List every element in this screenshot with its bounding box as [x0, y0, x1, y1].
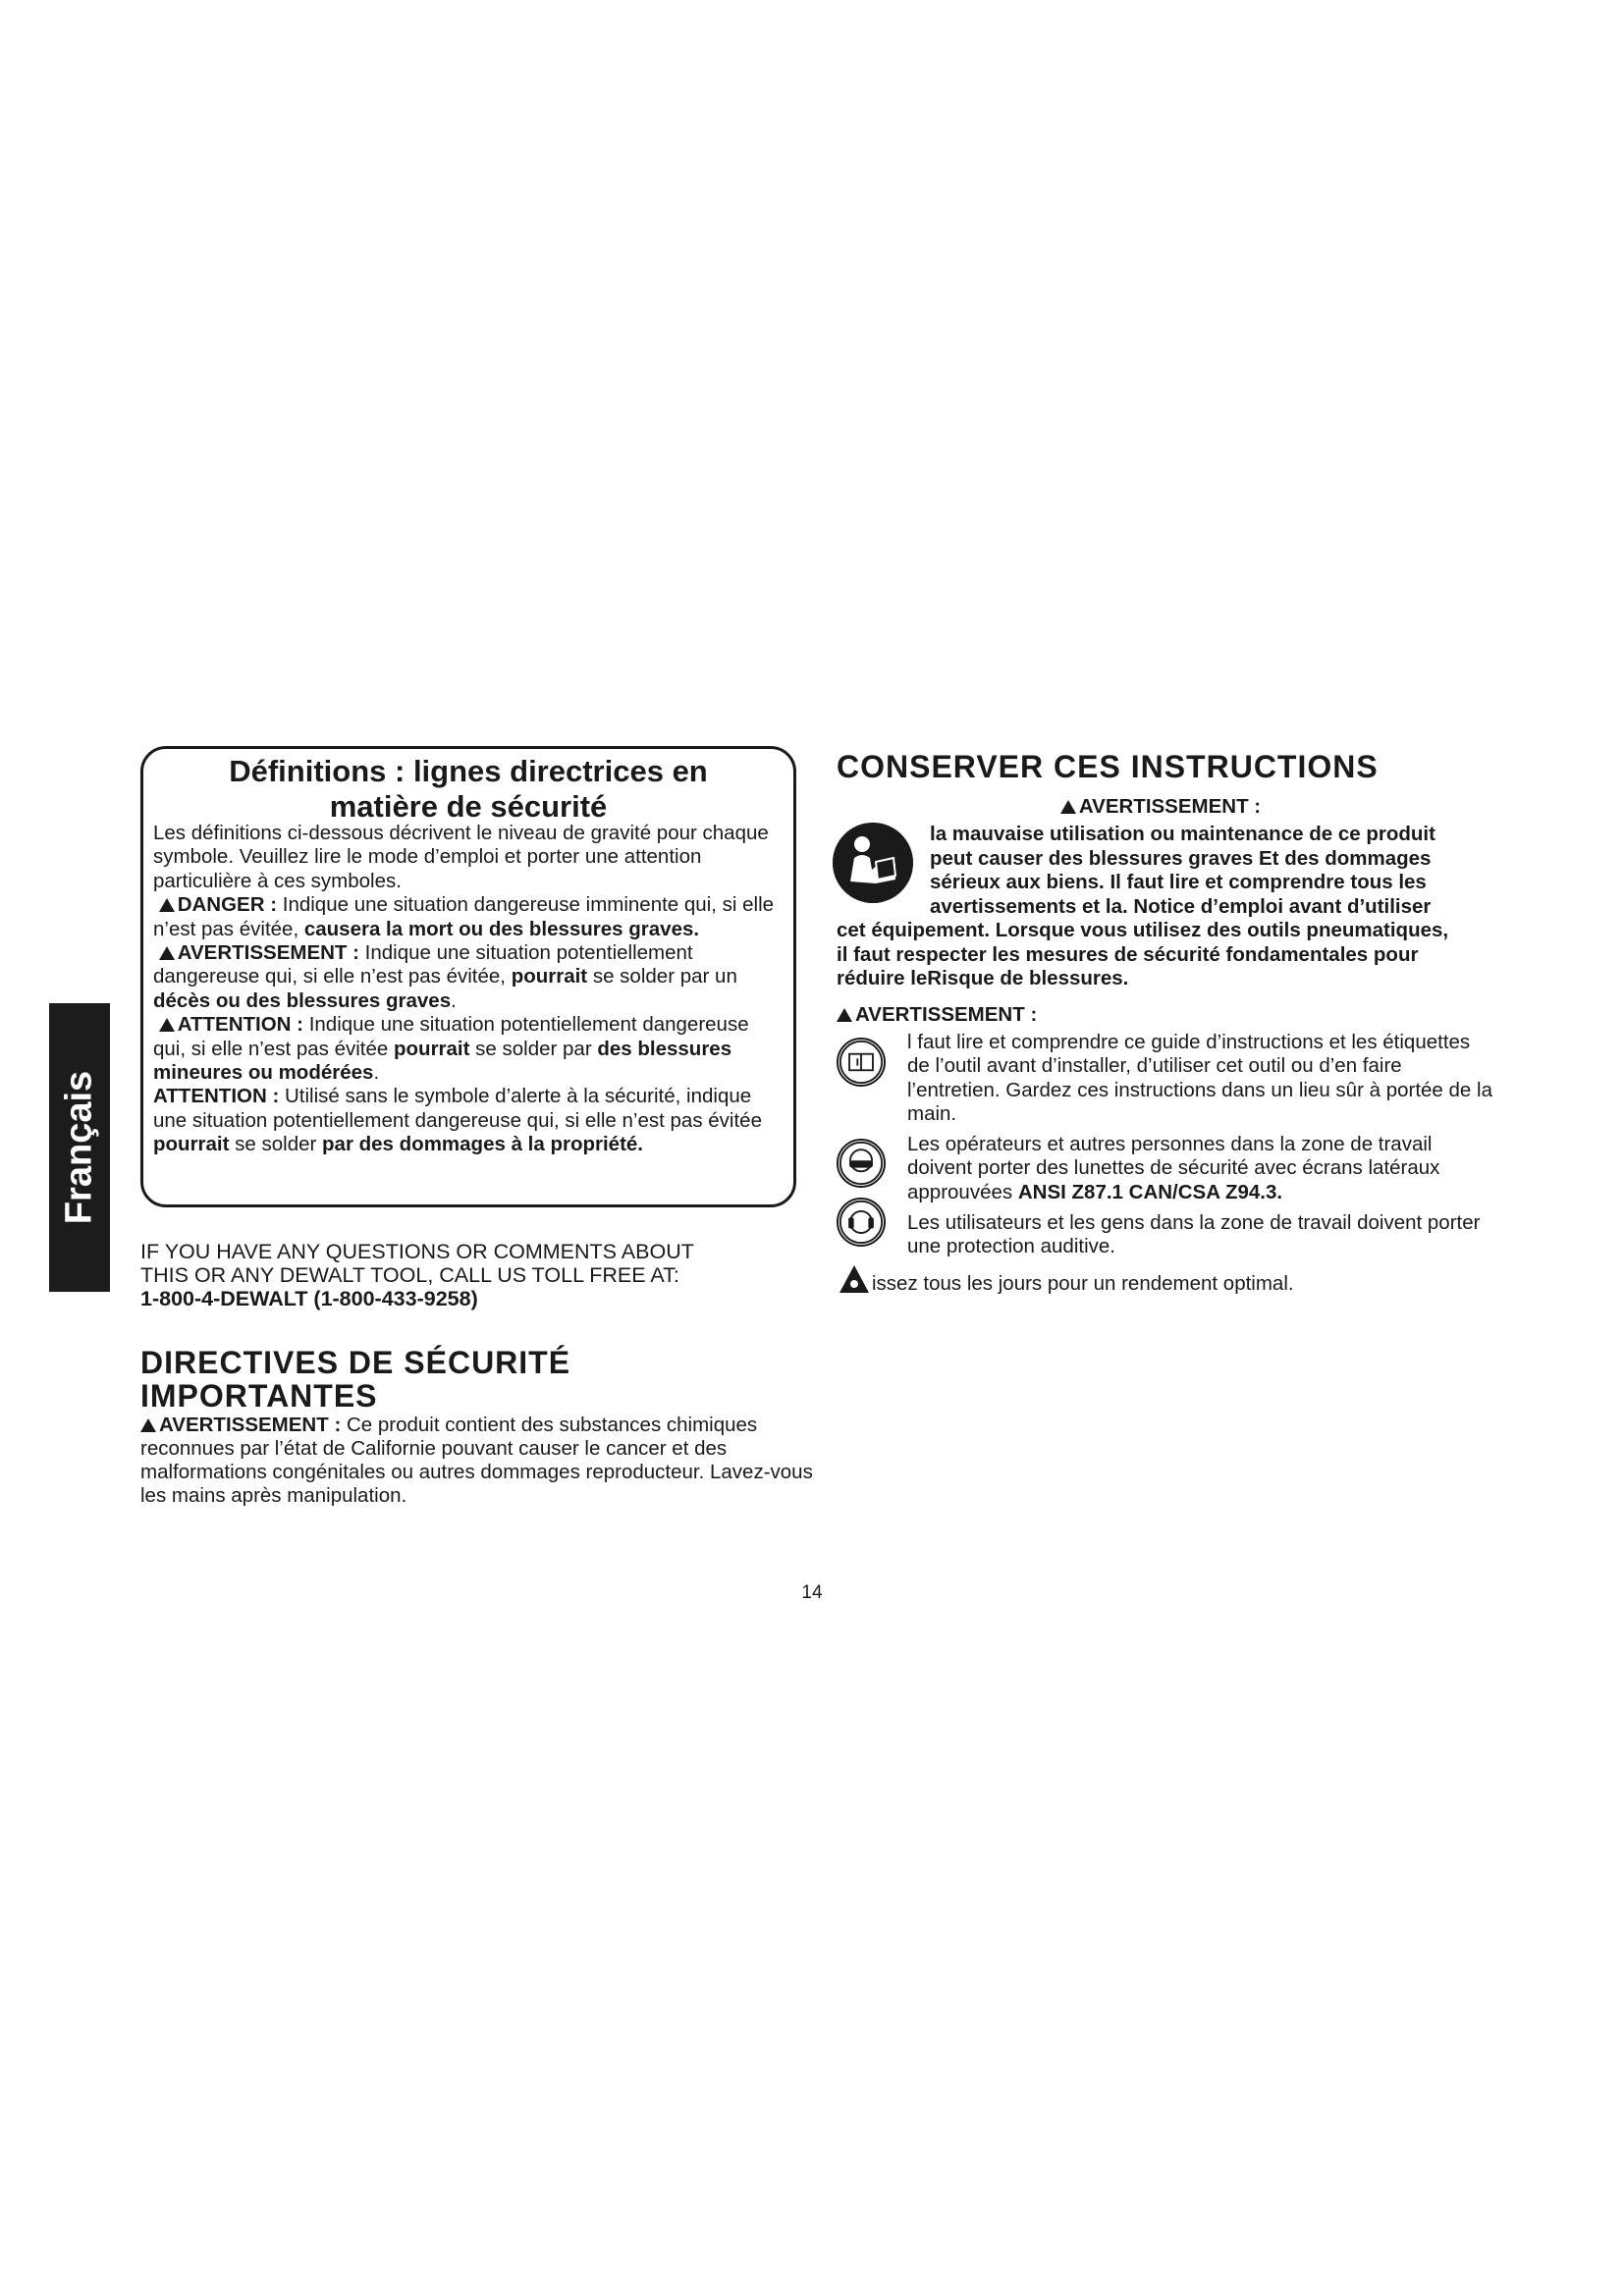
definitions-title-line2: matière de sécurité [329, 789, 608, 824]
definitions-title [140, 754, 796, 825]
attention-definition: ATTENTION : Indique une situation potentiellement dangereuse qui, si elle n’est pas évitée pourrait se solder par des blessures mineures ou modérées. [153, 1013, 749, 1085]
warning-triangle-icon [837, 1008, 852, 1022]
page-number: 14 [801, 1582, 823, 1603]
conserver-body: la mauvaise utilisation ou maintenance de ce produit peut causer des blessures graves Et des dommages sérieux aux biens. Il faut lire et comprendre tous les avertissements et la. Notice d’emploi avant d’utiliser cet équipement. Lorsque vous utilisez des outils pneumatiques, il faut respecter les mesures de sécurité fondamentales pour réduire leRisque de blessures. [837, 823, 1449, 989]
directives-warning: AVERTISSEMENT : Ce produit contient des substances chimiques reconnues par l’état de Californie pouvant causer le cancer et des malformations congénitales ou autres dommages reproducteur. Lavez-vous les mains après manipulation. [140, 1414, 813, 1507]
warning-triangle-icon [159, 1018, 175, 1032]
language-side-tab [49, 1003, 110, 1292]
conserver-warning-label: AVERTISSEMENT : [837, 795, 1485, 819]
warning-triangle-icon [1060, 800, 1076, 814]
directives-title-line1: DIRECTIVES DE SÉCURITÉ [140, 1345, 571, 1380]
goggles-instruction-text: Les opérateurs et autres personnes dans la zone de travail doivent porter des lunettes de sécurité avec écrans latéraux approuvées ANSI Z87.1 CAN/CSA Z94.3. [907, 1133, 1440, 1203]
avertissement-definition: AVERTISSEMENT : Indique une situation potentiellement dangereuse qui, si elle n’est pas évitée, pourrait se solder par un décès ou des blessures graves. [153, 941, 737, 1012]
danger-definition: DANGER : Indique une situation dangereuse imminente qui, si elle n’est pas évitée, causera la mort ou des blessures graves. [153, 893, 775, 940]
definitions-title-line1: Définitions : lignes directrices en [229, 754, 708, 788]
conserver-warning2-label: AVERTISSEMENT : [837, 1003, 1037, 1027]
contact-phone: 1-800-4-DEWALT (1-800-433-9258) [140, 1287, 478, 1310]
safety-goggles-icon [837, 1139, 886, 1188]
oil-instruction-text: issez tous les jours pour un rendement optimal. [872, 1272, 1294, 1295]
contact-info [140, 1240, 828, 1310]
definitions-body [153, 822, 782, 1157]
warning-triangle-icon [159, 946, 175, 960]
attention-no-symbol-definition: ATTENTION : Utilisé sans le symbole d’alerte à la sécurité, indique une situation potentiellement dangereuse qui, si elle n’est pas évitée pourrait se solder par des dommages à la propriété. [153, 1085, 762, 1156]
manual-book-icon [837, 1038, 886, 1087]
directives-title-line2: IMPORTANTES [140, 1378, 378, 1414]
conserver-title: CONSERVER CES INSTRUCTIONS [837, 749, 1379, 784]
manual-instruction-text: l faut lire et comprendre ce guide d’instructions et les étiquettes de l’outil avant d’installer, d’utiliser cet outil ou d’en faire l’entretien. Gardez ces instructions dans un lieu sûr à portée de la main. [907, 1031, 1492, 1126]
contact-line2: THIS OR ANY DEWALT TOOL, CALL US TOLL FREE AT: [140, 1263, 679, 1287]
warning-triangle-icon [140, 1418, 156, 1432]
definitions-intro: Les définitions ci-dessous décrivent le niveau de gravité pour chaque symbole. Veuillez lire le mode d’emploi et porter une attention particulière à ces symboles. [153, 822, 769, 892]
warning-triangle-icon [159, 898, 175, 912]
hearing-protection-icon [837, 1198, 886, 1247]
hearing-instruction-text: Les utilisateurs et les gens dans la zone de travail doivent porter une protection auditive. [907, 1211, 1481, 1258]
language-label: Français [58, 1070, 100, 1225]
contact-line1: IF YOU HAVE ANY QUESTIONS OR COMMENTS ABOUT [140, 1240, 694, 1263]
oil-warning-icon [839, 1264, 870, 1294]
directives-title [140, 1346, 828, 1413]
directives-body [140, 1414, 818, 1508]
